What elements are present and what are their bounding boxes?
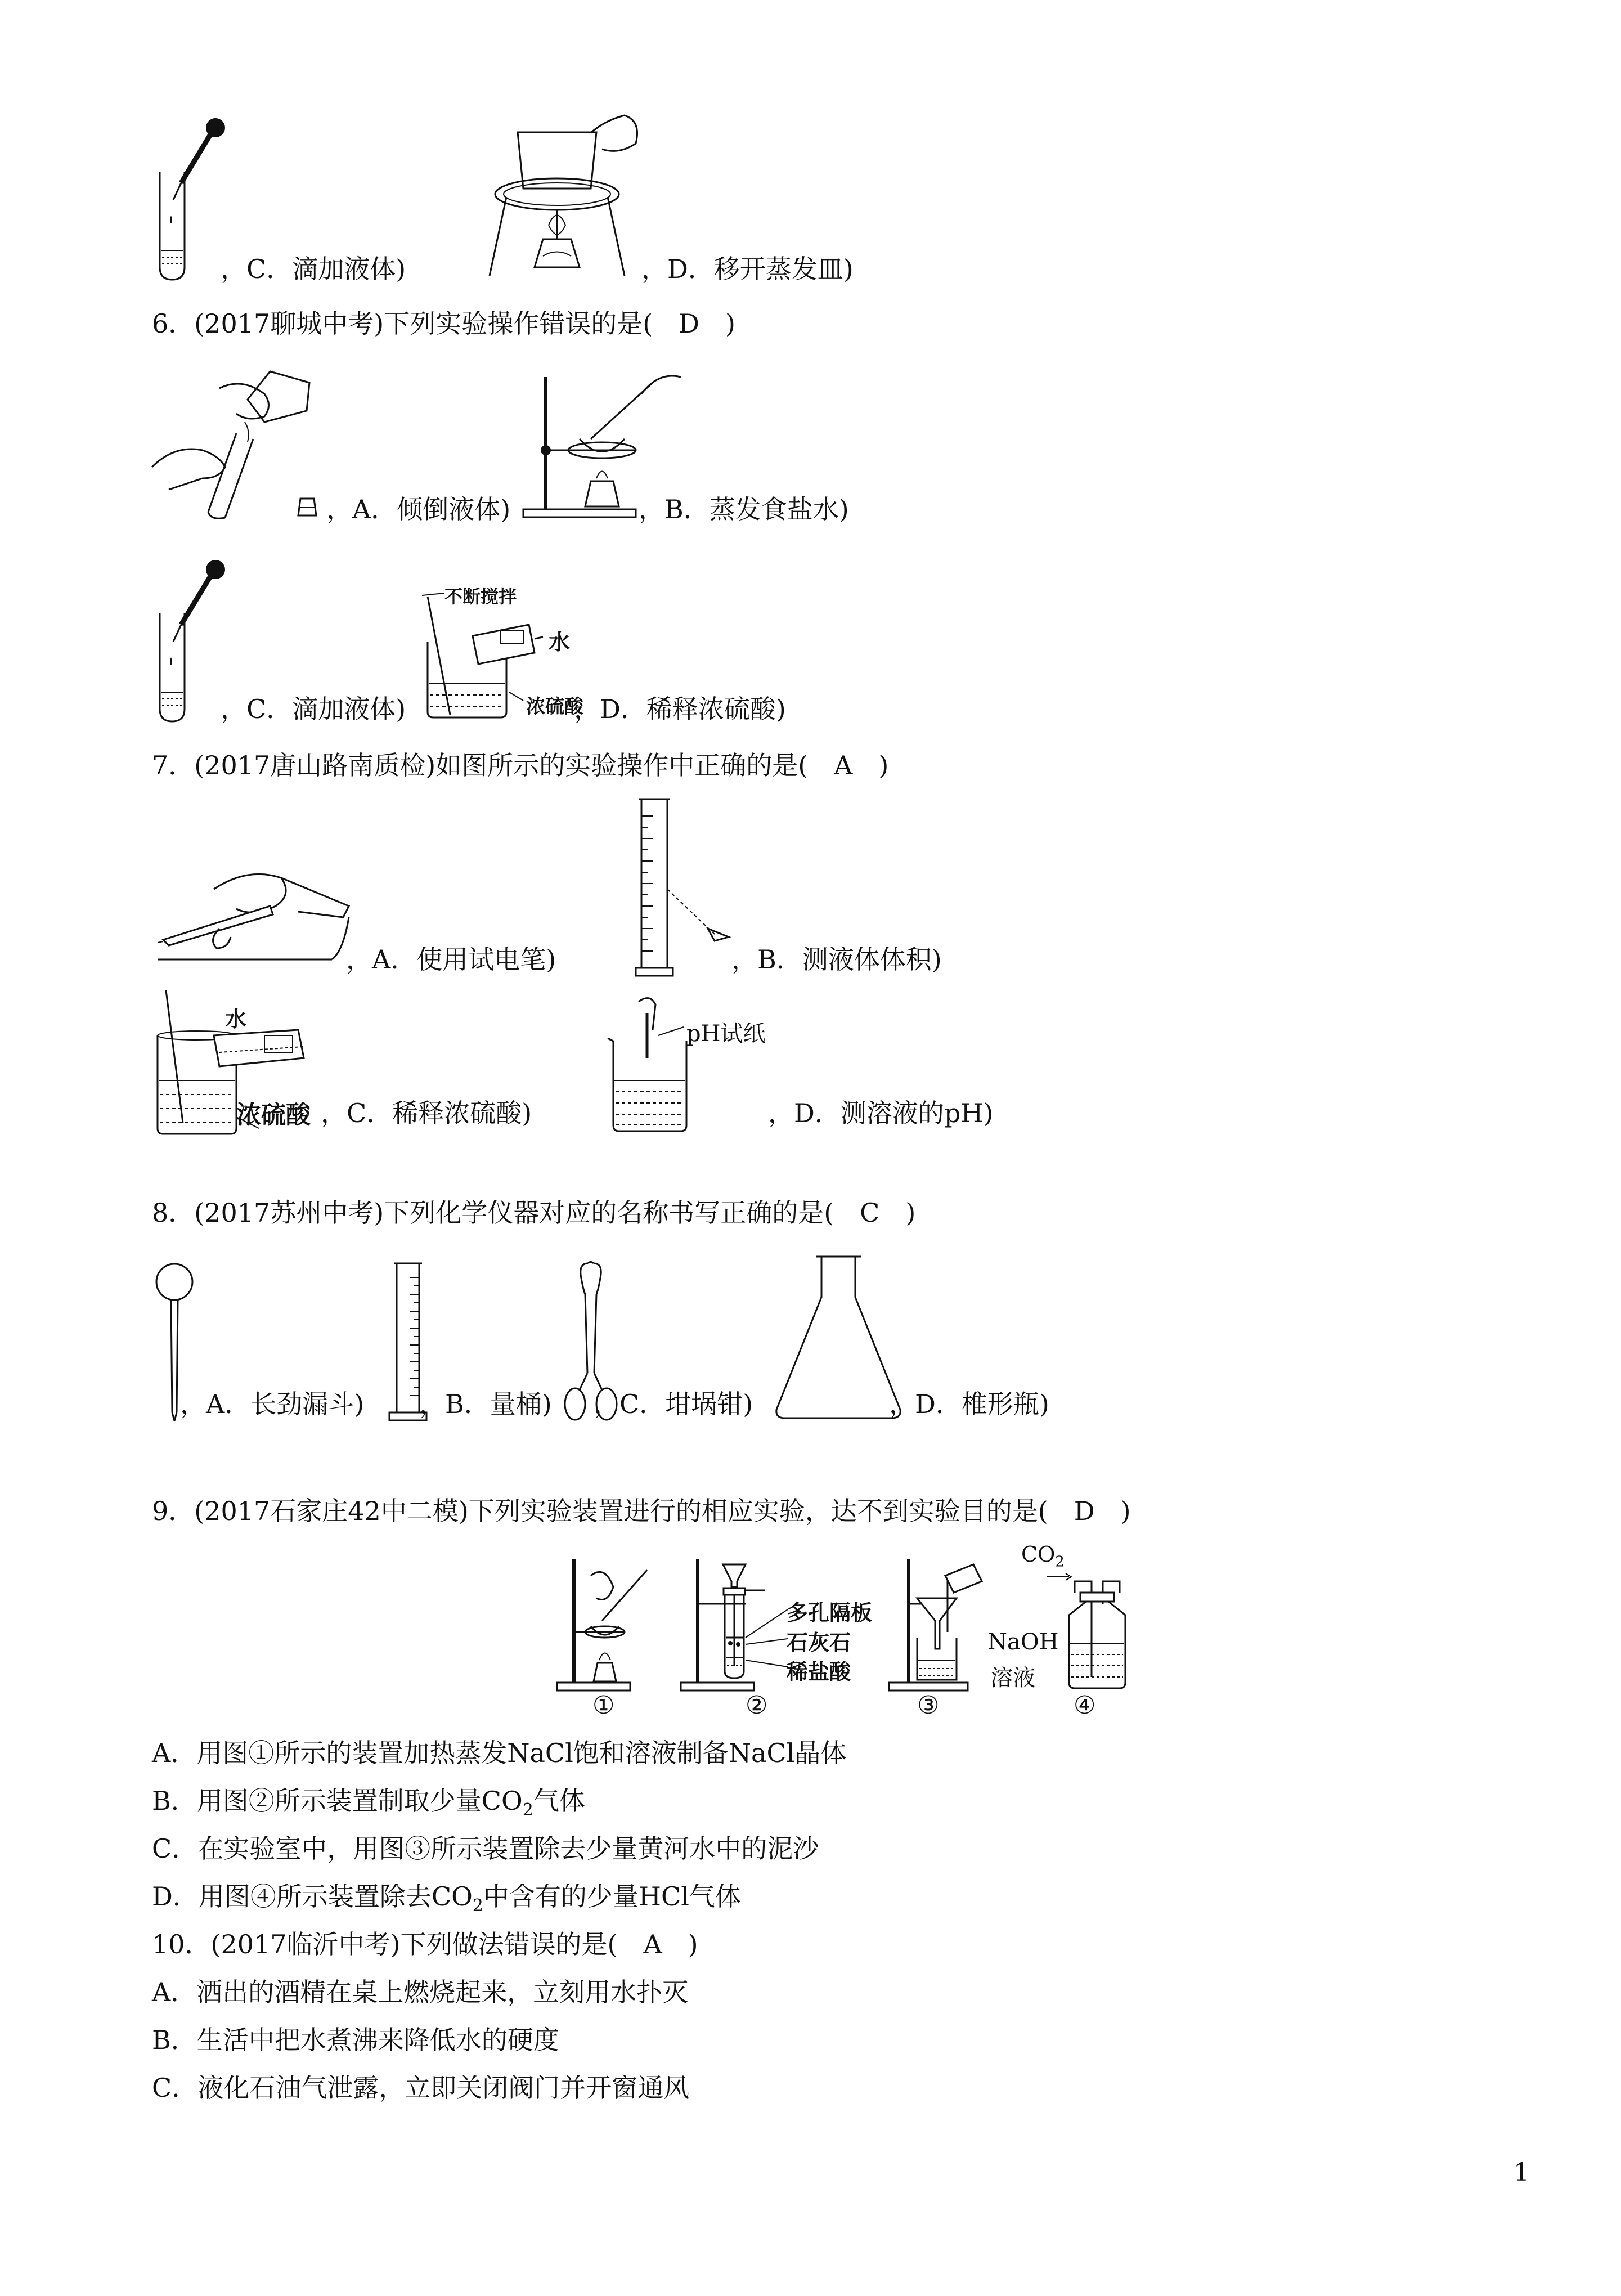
q9-option-b-post: 气体 [533, 1786, 585, 1816]
q8-a-caption: ，A．长劲漏斗) [180, 1389, 365, 1419]
fig-num-1: ① [592, 1691, 615, 1720]
label-plate: 多孔隔板 [787, 1600, 873, 1625]
q9-stem: 9．(2017石家庄42中二模)下列实验装置进行的相应实验，达不到实验目的是( D ) [152, 1496, 1131, 1526]
q10-stem: 10．(2017临沂中考)下列做法错误的是( A ) [152, 1929, 698, 1959]
q7-label-acid: 浓硫酸 [236, 1101, 311, 1129]
q6-label-stir: 不断搅拌 [444, 586, 517, 607]
q9-option-b-pre: B．用图②所示装置制取少量CO [152, 1786, 523, 1816]
top-d-caption: ，D．移开蒸发皿) [641, 254, 854, 284]
q6-a-caption: ，A．倾倒液体) [326, 494, 511, 524]
q7-a-caption: ，A．使用试电笔) [346, 944, 556, 975]
test-pen-figure [158, 855, 360, 968]
q6-label-acid: 浓硫酸 [526, 696, 583, 718]
fig-num-3: ③ [917, 1691, 940, 1720]
label-limestone: 石灰石 [787, 1630, 851, 1655]
q9-option-d-pre: D．用图④所示装置除去CO [152, 1881, 473, 1912]
conical-flask-figure [771, 1252, 906, 1424]
apparatus-2-leaders [746, 1604, 791, 1677]
q8-c-caption: ，C．坩埚钳) [594, 1389, 753, 1419]
q7-c-caption: ，C．稀释浓硫酸) [321, 1098, 532, 1128]
q6-c-caption: ，C．滴加液体) [221, 694, 406, 724]
q9-option-b-sub: 2 [522, 1800, 533, 1820]
top-c-caption: ，C．滴加液体) [221, 254, 406, 284]
label-co2 [1021, 1542, 1065, 1571]
q9-option-b [152, 1784, 585, 1827]
label-acid: 稀盐酸 [787, 1659, 851, 1684]
apparatus-1-figure [557, 1553, 653, 1694]
q10-option-a: A．洒出的酒精在桌上燃烧起来，立刻用水扑灭 [152, 1977, 689, 2007]
q7-b-caption: ，B．测液体体积) [731, 944, 942, 975]
label-co2-main: CO [1021, 1542, 1056, 1567]
q6-b-caption: ，B．蒸发食盐水) [639, 494, 849, 524]
apparatus-3-figure [889, 1553, 985, 1694]
label-naoh: NaOH [987, 1629, 1059, 1655]
q6-label-water: 水 [549, 629, 571, 654]
label-co2-sub: 2 [1055, 1553, 1065, 1571]
q8-b-caption: ，B．量桶) [419, 1389, 552, 1419]
q10-option-b: B．生活中把水煮沸来降低水的硬度 [152, 2025, 559, 2055]
q6-d-caption: ，D．稀释浓硫酸) [574, 694, 786, 724]
q6-stem: 6．(2017聊城中考)下列实验操作错误的是( D ) [152, 308, 735, 339]
q8-stem: 8．(2017苏州中考)下列化学仪器对应的名称书写正确的是( C ) [152, 1198, 916, 1228]
evaporating-dish-tripod-figure [473, 104, 658, 284]
q9-option-d-sub: 2 [472, 1896, 483, 1916]
fig-num-2: ② [746, 1691, 768, 1720]
q7-stem: 7．(2017唐山路南质检)如图所示的实验操作中正确的是( A ) [152, 750, 889, 781]
q9-option-a: A．用图①所示的装置加热蒸发NaCl饱和溶液制备NaCl晶体 [152, 1738, 847, 1768]
q10-option-c: C．液化石油气泄露，立即关闭阀门并开窗通风 [152, 2073, 690, 2103]
label-solution: 溶液 [990, 1665, 1035, 1691]
q7-label-water: 水 [225, 1006, 247, 1032]
q7-label-ph-paper: pH试纸 [686, 1021, 766, 1047]
fig-num-4: ④ [1074, 1691, 1096, 1720]
stopper-icon [294, 495, 321, 518]
q9-option-c: C．在实验室中，用图③所示装置除去少量黄河水中的泥沙 [152, 1833, 819, 1864]
q9-option-d-post: 中含有的少量HCl气体 [483, 1881, 741, 1912]
page-number: 1 [1514, 2158, 1529, 2187]
q9-option-d [152, 1880, 741, 1923]
q8-d-caption: ，D．椎形瓶) [889, 1389, 1049, 1419]
apparatus-4-figure [1047, 1570, 1148, 1694]
q7-d-caption: ，D．测溶液的pH) [768, 1098, 994, 1128]
